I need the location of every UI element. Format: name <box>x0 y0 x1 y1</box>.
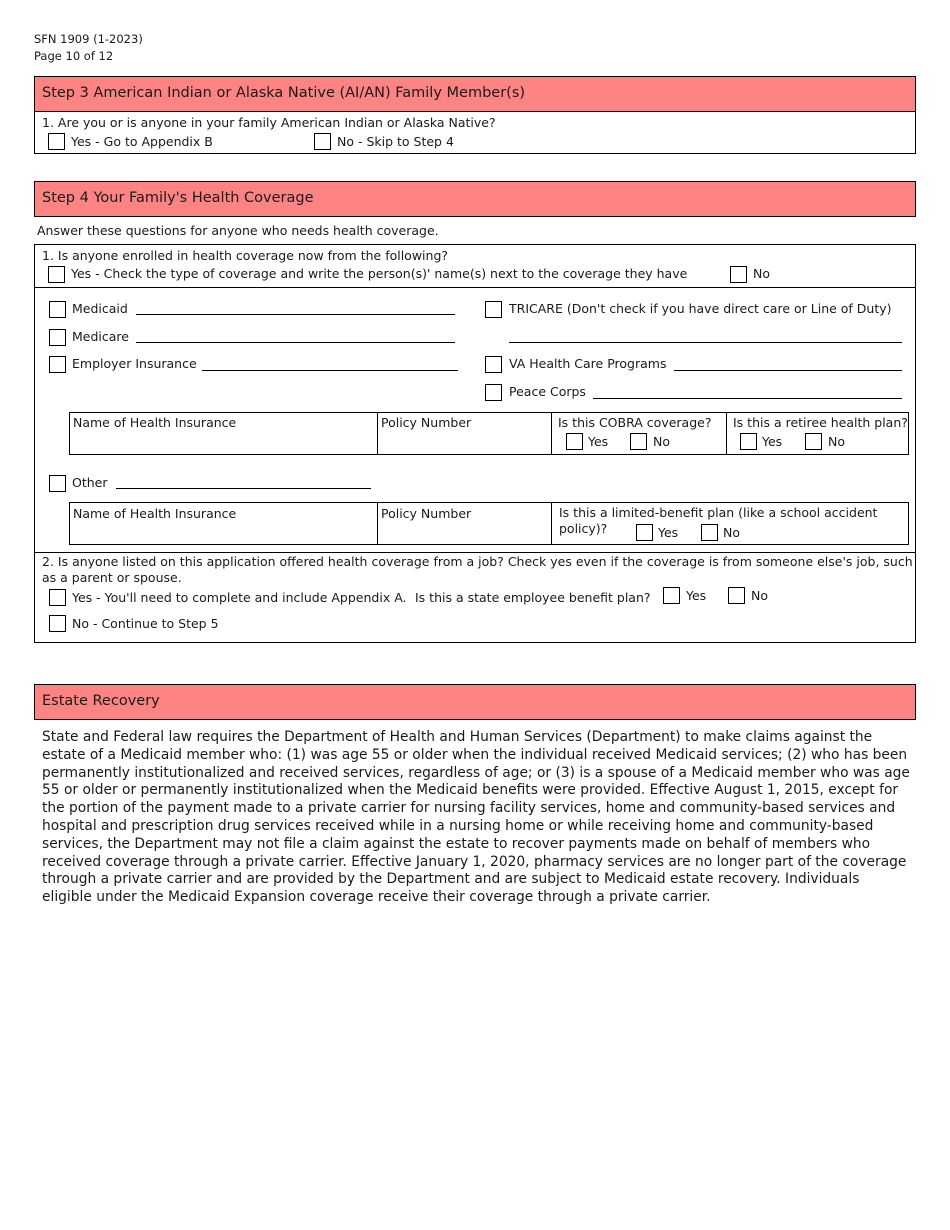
coverage-no-checkbox[interactable] <box>730 266 747 283</box>
other-name-field[interactable] <box>116 488 371 489</box>
va-checkbox[interactable] <box>485 356 502 373</box>
other-insurance-name-header: Name of Health Insurance <box>73 506 237 521</box>
job-coverage-yes-label: Yes - You'll need to complete and include Appendix A. <box>72 590 407 605</box>
table-divider <box>551 412 552 455</box>
tricare-name-field[interactable] <box>509 342 902 343</box>
coverage-yes-label: Yes - Check the type of coverage and write the person(s)' name(s) next to the coverage they have <box>71 266 688 281</box>
table-divider <box>377 502 378 545</box>
step4-q2-cont: as a parent or spouse. <box>42 570 182 585</box>
step4-instruction: Answer these questions for anyone who needs health coverage. <box>37 223 439 238</box>
job-coverage-no-checkbox[interactable] <box>49 615 66 632</box>
step3-yes-label: Yes - Go to Appendix B <box>71 134 213 149</box>
state-employee-no-checkbox[interactable] <box>728 587 745 604</box>
limited-benefit-question-cont: policy)? <box>559 521 608 536</box>
form-id: SFN 1909 (1-2023) <box>34 32 143 46</box>
table-divider <box>377 412 378 455</box>
job-coverage-no-label: No - Continue to Step 5 <box>72 616 219 631</box>
step3-question: 1. Are you or is anyone in your family American Indian or Alaska Native? <box>42 115 496 130</box>
limited-yes-label: Yes <box>658 525 679 540</box>
table-divider <box>726 412 727 455</box>
table-divider <box>551 502 552 545</box>
retiree-no-label: No <box>828 434 845 449</box>
state-employee-yes-label: Yes <box>686 588 707 603</box>
other-checkbox[interactable] <box>49 475 66 492</box>
peace-corps-checkbox[interactable] <box>485 384 502 401</box>
step4-q2: 2. Is anyone listed on this application offered health coverage from a job? Check yes even if the coverage is from someone else's job, such <box>42 554 913 569</box>
state-employee-yes-checkbox[interactable] <box>663 587 680 604</box>
retiree-yes-checkbox[interactable] <box>740 433 757 450</box>
retiree-question: Is this a retiree health plan? <box>733 415 908 430</box>
divider <box>34 552 916 553</box>
state-employee-question: Is this a state employee benefit plan? <box>415 590 651 605</box>
retiree-no-checkbox[interactable] <box>805 433 822 450</box>
step3-no-label: No - Skip to Step 4 <box>337 134 454 149</box>
limited-no-checkbox[interactable] <box>701 524 718 541</box>
retiree-yes-label: Yes <box>762 434 783 449</box>
va-label: VA Health Care Programs <box>509 356 667 371</box>
tricare-label: TRICARE (Don't check if you have direct care or Line of Duty) <box>509 301 892 316</box>
medicare-name-field[interactable] <box>136 342 455 343</box>
cobra-no-label: No <box>653 434 670 449</box>
step3-yes-checkbox[interactable] <box>48 133 65 150</box>
employer-insurance-checkbox[interactable] <box>49 356 66 373</box>
medicare-label: Medicare <box>72 329 129 344</box>
other-policy-number-header: Policy Number <box>381 506 472 521</box>
step3-no-checkbox[interactable] <box>314 133 331 150</box>
limited-yes-checkbox[interactable] <box>636 524 653 541</box>
step4-q1: 1. Is anyone enrolled in health coverage now from the following? <box>42 248 449 263</box>
medicaid-label: Medicaid <box>72 301 128 316</box>
cobra-yes-label: Yes <box>588 434 609 449</box>
limited-no-label: No <box>723 525 740 540</box>
divider <box>34 287 916 288</box>
employer-insurance-label: Employer Insurance <box>72 356 197 371</box>
coverage-no-label: No <box>753 266 770 281</box>
cobra-yes-checkbox[interactable] <box>566 433 583 450</box>
insurance-name-header: Name of Health Insurance <box>73 415 237 430</box>
peace-corps-name-field[interactable] <box>593 398 902 399</box>
job-coverage-yes-checkbox[interactable] <box>49 589 66 606</box>
employer-insurance-name-field[interactable] <box>202 370 458 371</box>
policy-number-header: Policy Number <box>381 415 472 430</box>
page-number: Page 10 of 12 <box>34 49 114 63</box>
medicaid-name-field[interactable] <box>136 314 455 315</box>
medicare-checkbox[interactable] <box>49 329 66 346</box>
other-label: Other <box>72 475 108 490</box>
limited-benefit-question: Is this a limited-benefit plan (like a school accident <box>559 505 878 520</box>
step4-header: Step 4 Your Family's Health Coverage <box>34 181 916 217</box>
peace-corps-label: Peace Corps <box>509 384 586 399</box>
coverage-yes-checkbox[interactable] <box>48 266 65 283</box>
cobra-question: Is this COBRA coverage? <box>558 415 712 430</box>
step3-header: Step 3 American Indian or Alaska Native (AI/AN) Family Member(s) <box>34 76 916 112</box>
estate-recovery-header: Estate Recovery <box>34 684 916 720</box>
tricare-checkbox[interactable] <box>485 301 502 318</box>
medicaid-checkbox[interactable] <box>49 301 66 318</box>
estate-recovery-text: State and Federal law requires the Department of Health and Human Services (Department) to make claims against the estate of a Medicaid member who: (1) was age 55 or older when the individual received Medicaid services; (2) who has been permanently institutionalized and received services, regardless of age; or (3) is a spouse of a Medicaid member who was age 55 or older or permanently institutionalized when the Medicaid benefits were provided. Effective August 1, 2015, except for the portion of the payment made to a private carrier for nursing facility services, home and community-based services and hospital and prescription drug services received while in a nursing home or while receiving home and community-based services, the Department may not file a claim against the estate to recover payments made on behalf of members who received coverage through a private carrier. Effective January 1, 2020, pharmacy services are no longer part of the coverage through a private carrier and are provided by the Department and are subject to Medicaid estate recovery. Individuals eligible under the Medicaid Expansion coverage receive their coverage through a private carrier. <box>42 729 910 906</box>
state-employee-no-label: No <box>751 588 768 603</box>
cobra-no-checkbox[interactable] <box>630 433 647 450</box>
va-name-field[interactable] <box>674 370 902 371</box>
